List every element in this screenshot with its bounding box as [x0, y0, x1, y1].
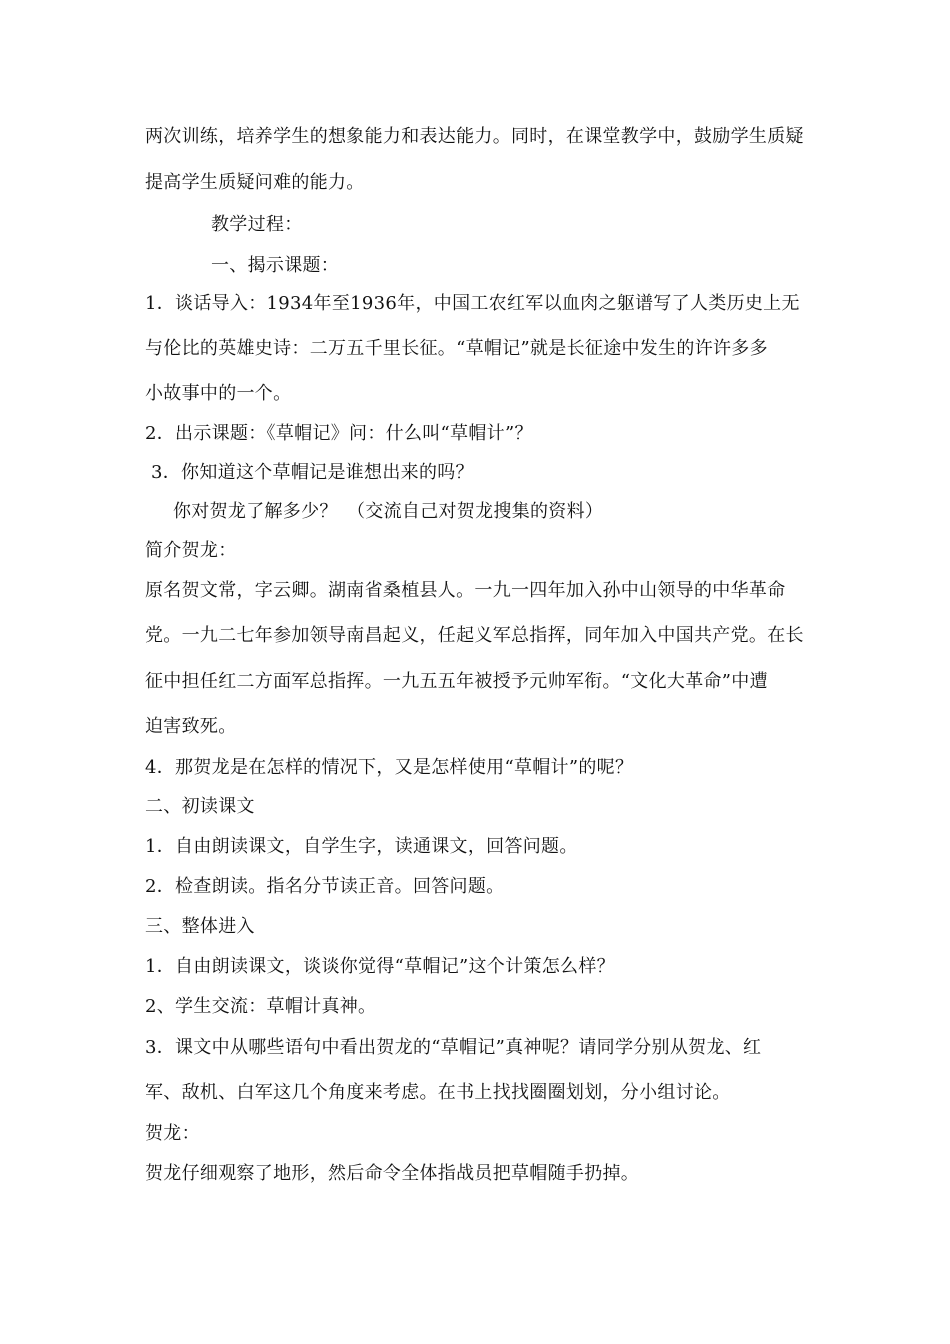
list-item: 4．那贺龙是在怎样的情况下，又是怎样使用“草帽计”的呢？	[145, 757, 634, 778]
paragraph-line: 与伦比的英雄史诗：二万五千里长征。“草帽记”就是长征途中发生的许许多多	[145, 338, 768, 359]
paragraph-line: 小故事中的一个。	[145, 383, 292, 404]
paragraph-line: 迫害致死。	[145, 716, 237, 737]
paragraph-line: 提高学生质疑问难的能力。	[145, 172, 365, 193]
section-heading: 三、整体进入	[145, 916, 255, 937]
paragraph-line: 党。一九二七年参加领导南昌起义，任起义军总指挥，同年加入中国共产党。在长	[145, 625, 804, 646]
paragraph-line: 简介贺龙：	[145, 540, 237, 561]
list-item: 3．你知道这个草帽记是谁想出来的吗？	[151, 462, 474, 483]
paragraph-line: 原名贺文常，字云卿。湖南省桑植县人。一九一四年加入孙中山领导的中华革命	[145, 580, 786, 601]
list-item: 1．自由朗读课文，自学生字，读通课文，回答问题。	[145, 836, 578, 857]
paragraph-line: 军、敌机、白军这几个角度来考虑。在书上找找圈圈划划，分小组讨论。	[145, 1082, 731, 1103]
paragraph-line: 贺龙仔细观察了地形，然后命令全体指战员把草帽随手扔掉。	[145, 1163, 640, 1184]
list-item: 2．出示课题：《草帽记》问：什么叫“草帽计”？	[145, 423, 533, 444]
paragraph-line: 贺龙：	[145, 1123, 200, 1144]
list-item: 3．课文中从哪些语句中看出贺龙的“草帽记”真神呢？请同学分别从贺龙、红	[145, 1037, 762, 1058]
list-item: 1．谈话导入：1934年至1936年，中国工农红军以血肉之躯谱写了人类历史上无	[145, 293, 800, 314]
list-item: 2．检查朗读。指名分节读正音。回答问题。	[145, 876, 505, 897]
section-heading: 二、初读课文	[145, 796, 255, 817]
list-item: 1．自由朗读课文，谈谈你觉得“草帽记”这个计策怎么样？	[145, 956, 615, 977]
paragraph-line: 两次训练，培养学生的想象能力和表达能力。同时，在课堂教学中，鼓励学生质疑	[145, 126, 804, 147]
section-heading: 一、揭示课题：	[211, 255, 340, 276]
list-item: 2、学生交流：草帽计真神。	[145, 996, 377, 1017]
paragraph-line: 征中担任红二方面军总指挥。一九五五年被授予元帅军衔。“文化大革命”中遭	[145, 671, 768, 692]
section-heading: 教学过程：	[211, 214, 303, 235]
paragraph-line: 你对贺龙了解多少？ （交流自己对贺龙搜集的资料）	[173, 501, 604, 522]
